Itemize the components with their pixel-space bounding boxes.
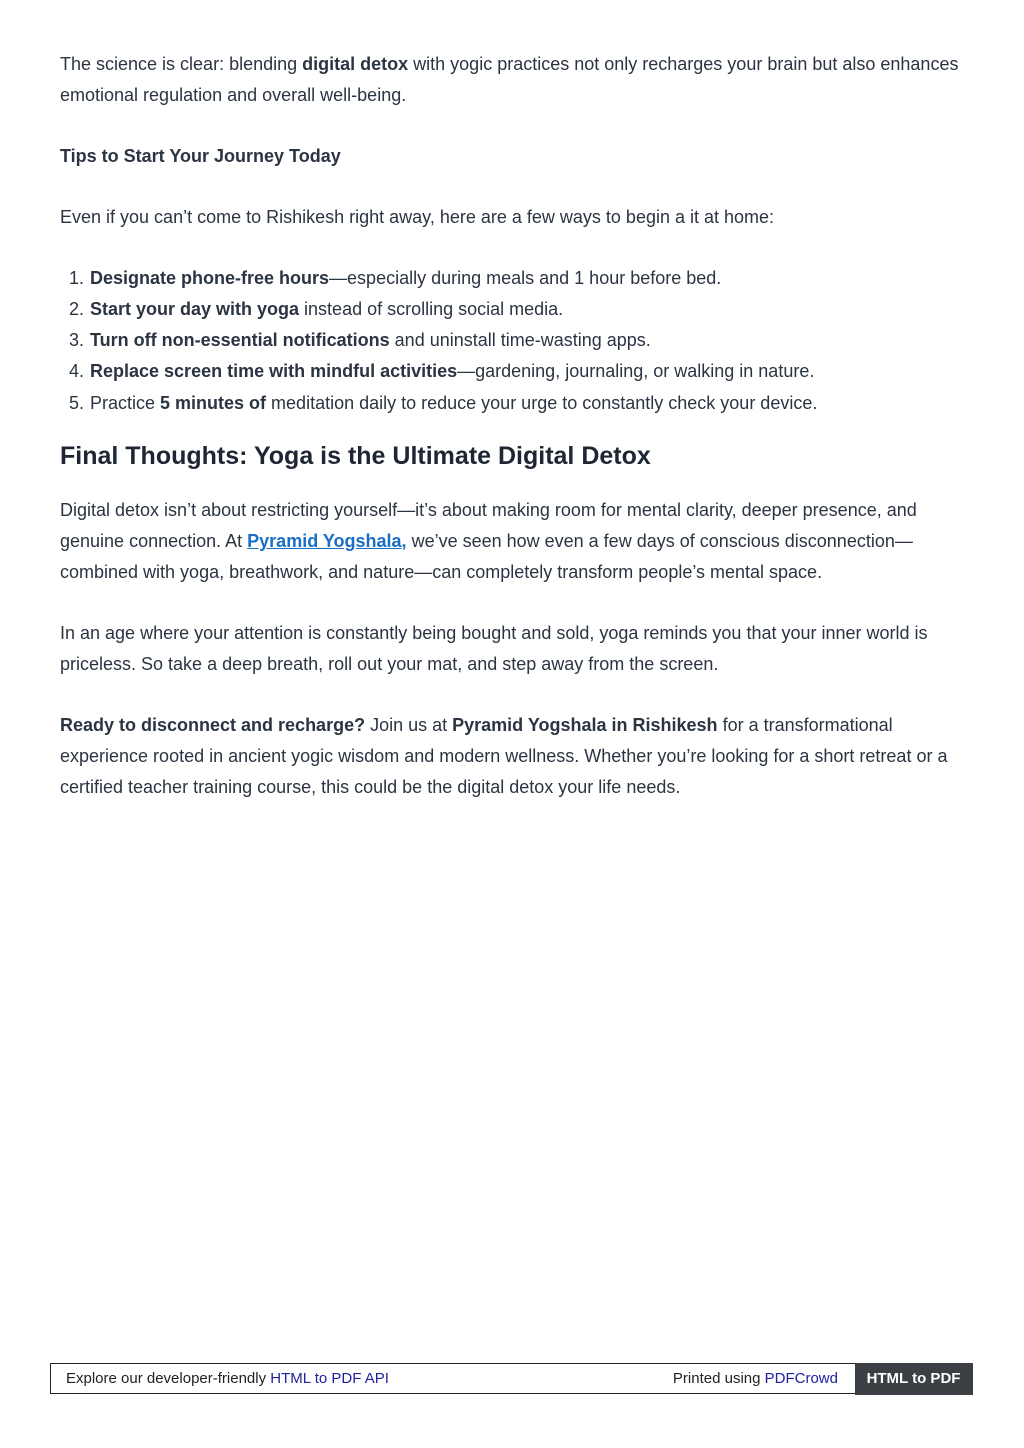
html-to-pdf-api-link[interactable]: HTML to PDF API <box>270 1370 389 1387</box>
list-item <box>69 294 970 325</box>
ready-paragraph <box>60 710 970 803</box>
footer-explore <box>66 1370 389 1387</box>
list-item <box>69 263 970 294</box>
tip-bold: 5 minutes of <box>160 393 267 413</box>
tips-heading: Tips to Start Your Journey Today <box>60 146 341 166</box>
ready-bold-2: Pyramid Yogshala in Rishikesh <box>452 715 718 735</box>
digital-text-2: we’ve seen how even a few days of conscious disconnection—combined with yoga, breathwork, and nature—can completely transform people’s mental space. <box>60 531 913 582</box>
pyramid-yogshala-link[interactable]: Pyramid Yogshala, <box>247 531 407 551</box>
footer-printed-text: Printed using <box>672 1370 765 1387</box>
list-item <box>69 356 970 387</box>
tip-rest: —especially during meals and 1 hour before bed. <box>329 268 722 288</box>
intro-text-2: with yogic practices not only recharges your brain but also enhances emotional regulation and overall well-being. <box>60 54 959 105</box>
tip-bold: Start your day with yoga <box>90 299 300 319</box>
even-if-paragraph: Even if you can’t come to Rishikesh right away, here are a few ways to begin a it at home: <box>60 207 775 227</box>
tip-bold: Turn off non-essential notifications <box>90 330 390 350</box>
intro-paragraph <box>60 49 970 111</box>
tip-rest: meditation daily to reduce your urge to constantly check your device. <box>266 393 818 413</box>
article-body <box>60 49 970 803</box>
tip-rest: and uninstall time-wasting apps. <box>389 330 651 350</box>
ready-text-2: for a transformational experience rooted in ancient yogic wisdom and modern wellness. Whether you’re looking for a short retreat or a certified teacher training course, this could be the digital detox your life needs. <box>60 715 948 797</box>
age-paragraph: In an age where your attention is constantly being bought and sold, yoga reminds you that your inner world is priceless. So take a deep breath, roll out your mat, and step away from the screen. <box>60 623 928 674</box>
ready-bold-1: Ready to disconnect and recharge? <box>60 715 366 735</box>
pdfcrowd-link[interactable]: PDFCrowd <box>764 1370 838 1387</box>
digital-text-1: Digital detox isn’t about restricting yourself—it’s about making room for mental clarity, deeper presence, and genuine connection. At <box>60 500 917 551</box>
tip-bold: Designate phone-free hours <box>90 268 330 288</box>
digital-detox-paragraph <box>60 495 970 588</box>
intro-bold: digital detox <box>302 54 409 74</box>
footer-explore-text: Explore our developer-friendly <box>66 1370 271 1387</box>
intro-text-1: The science is clear: blending <box>60 54 303 74</box>
ready-text-1: Join us at <box>365 715 453 735</box>
final-thoughts-heading: Final Thoughts: Yoga is the Ultimate Digital Detox <box>60 442 651 470</box>
tip-rest: instead of scrolling social media. <box>299 299 564 319</box>
footer-printed <box>673 1370 838 1387</box>
pdfcrowd-footer <box>50 1363 972 1394</box>
list-item <box>69 388 970 419</box>
tips-list <box>60 263 970 419</box>
html-to-pdf-badge[interactable]: HTML to PDF <box>855 1363 973 1395</box>
tip-rest: —gardening, journaling, or walking in nature. <box>457 361 815 381</box>
tip-pre: Practice <box>90 393 161 413</box>
tip-bold: Replace screen time with mindful activities <box>90 361 458 381</box>
list-item <box>69 325 970 356</box>
